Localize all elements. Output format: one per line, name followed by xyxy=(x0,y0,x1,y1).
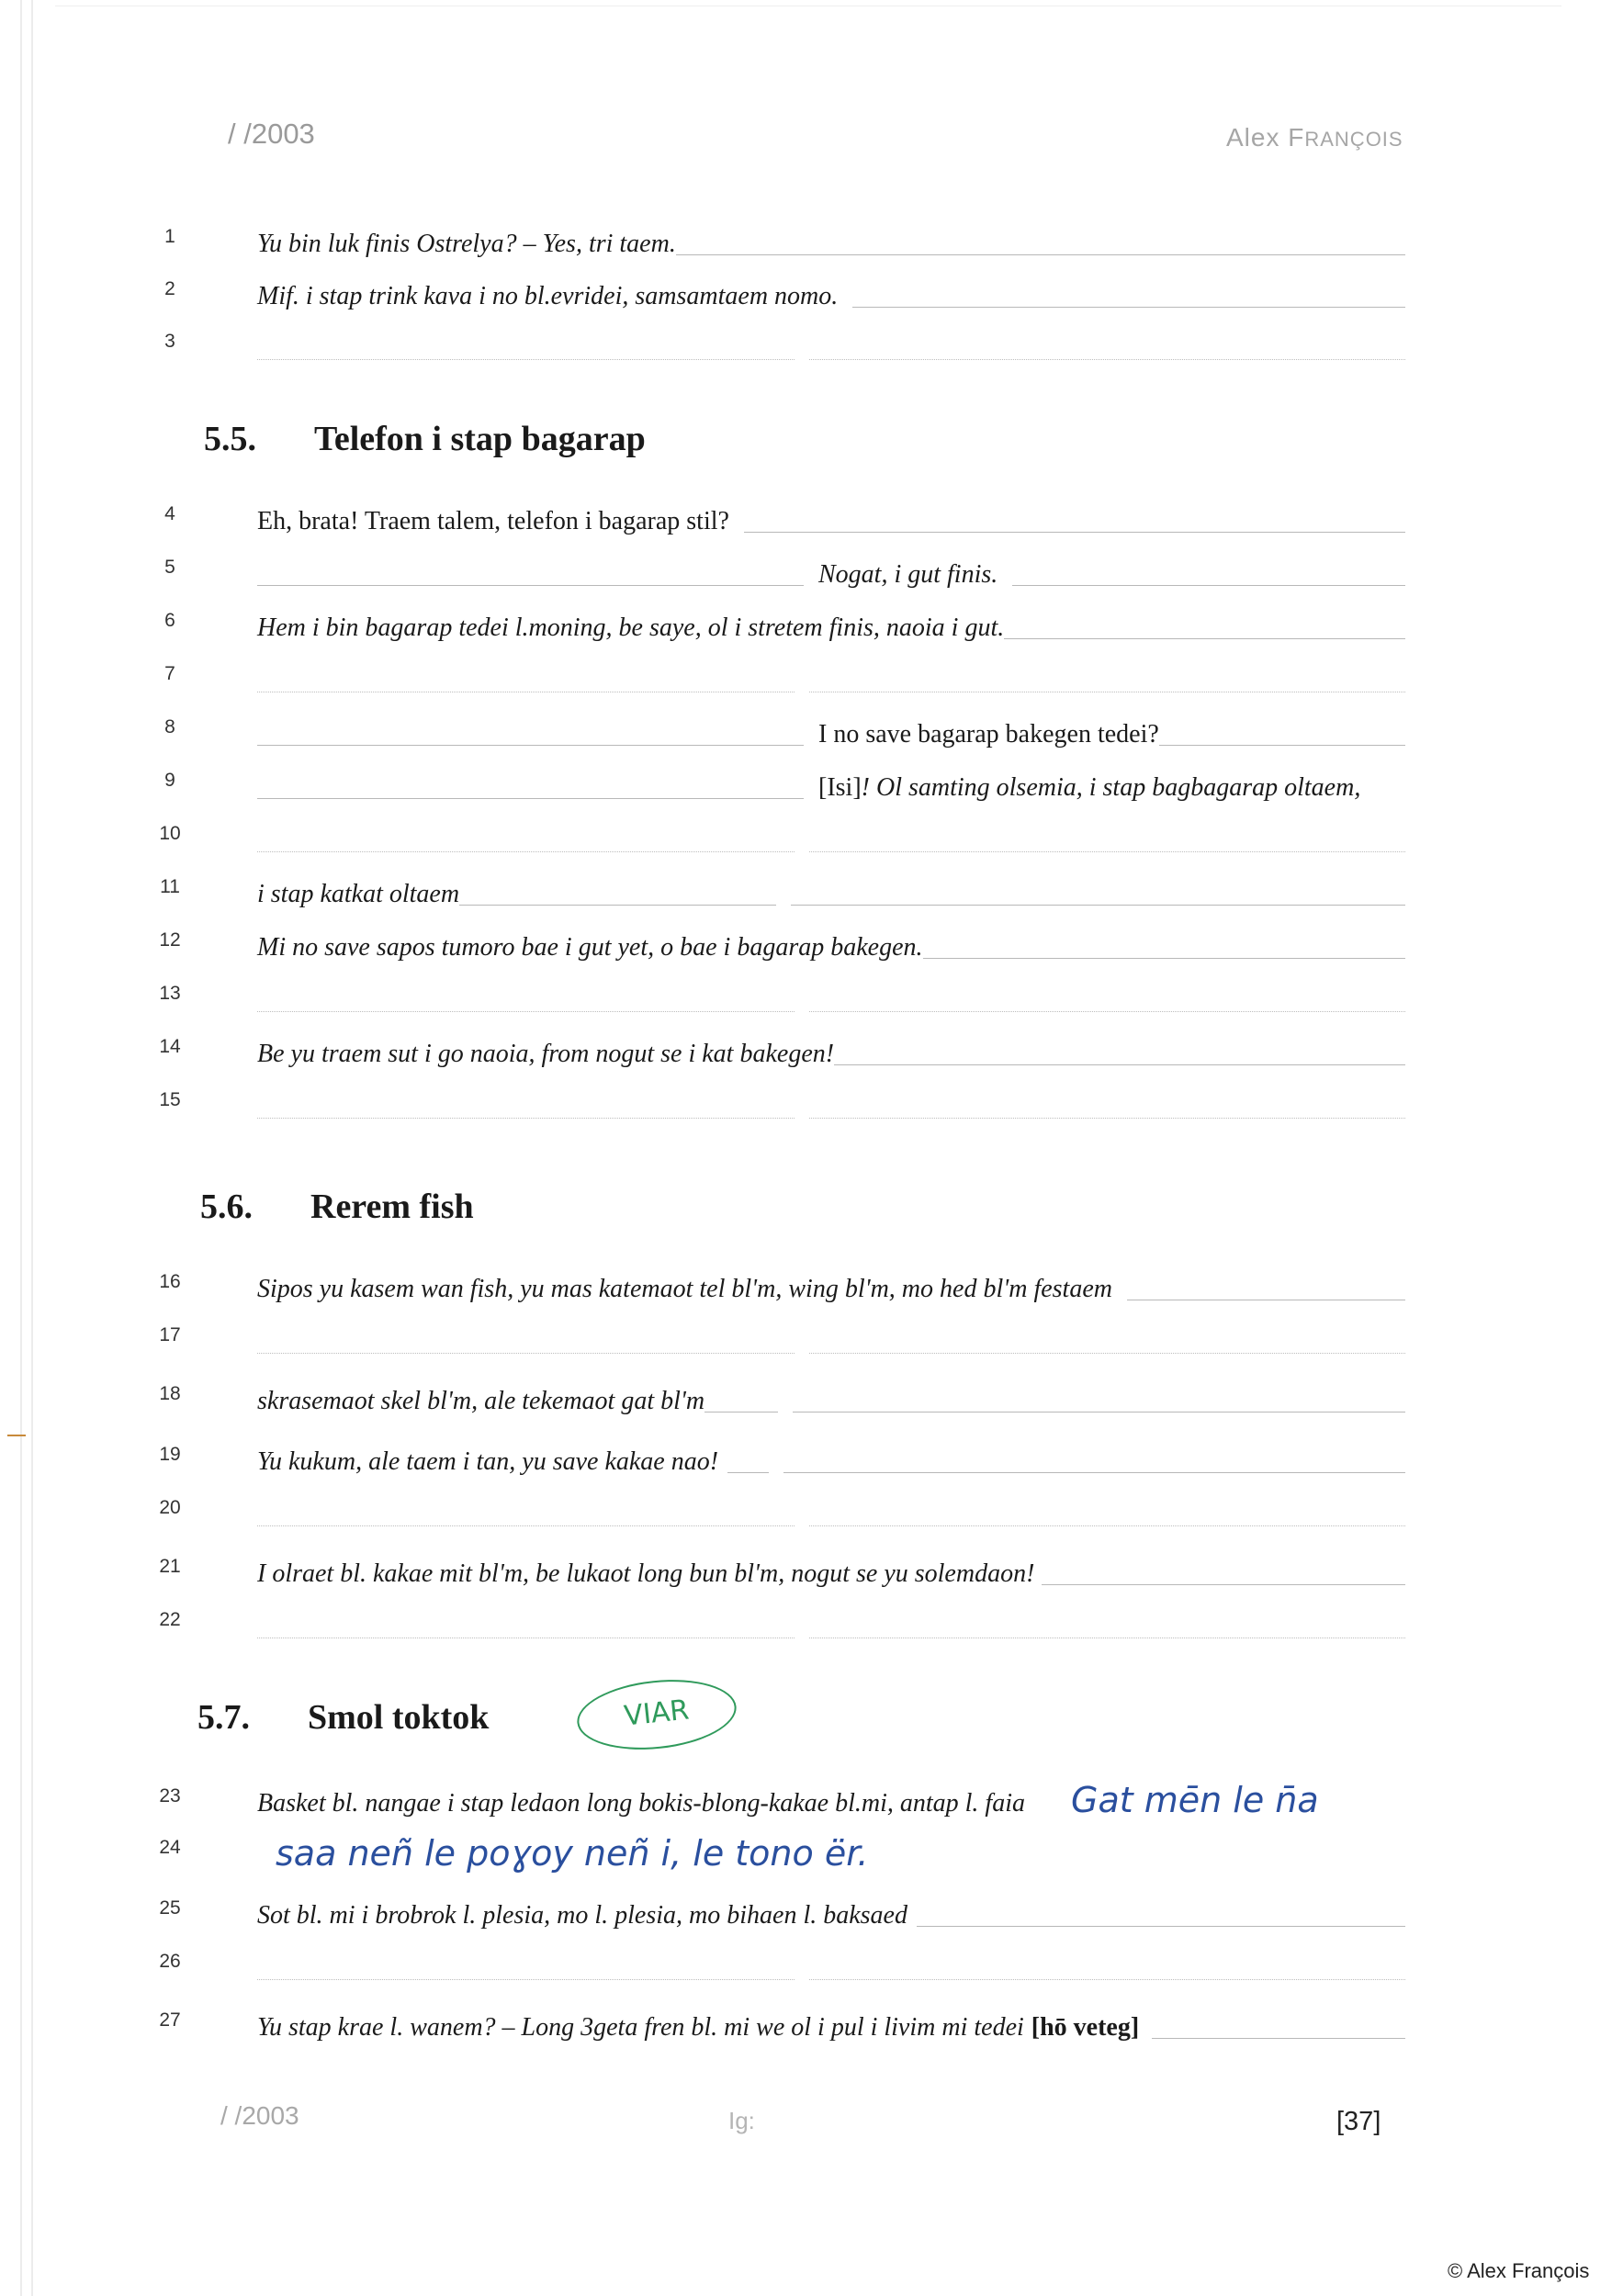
answer-line[interactable] xyxy=(459,905,776,906)
exercise-line xyxy=(138,1319,1405,1361)
exercise-line xyxy=(138,1266,1405,1308)
exercise-line xyxy=(138,220,1405,263)
exercise-line xyxy=(138,1945,1405,1987)
exercise-line xyxy=(138,273,1405,315)
exercise-line xyxy=(138,1550,1405,1593)
line-text: Basket bl. nangae i stap ledaon long bokis-blong-kakae bl.mi, antap l. faia xyxy=(257,1789,1025,1818)
line-number: 22 xyxy=(159,1609,181,1630)
exercise-line xyxy=(138,1378,1405,1420)
line-number: 4 xyxy=(164,503,175,524)
line-text: i stap katkat oltaem xyxy=(257,880,460,908)
line-number: 5 xyxy=(164,557,175,578)
answer-line[interactable] xyxy=(791,905,1405,906)
margin-mark xyxy=(7,1435,26,1436)
line-text: Be yu traem sut i go naoia, from nogut se i kat bakegen! xyxy=(257,1040,835,1068)
answer-line[interactable] xyxy=(1152,2038,1405,2039)
line-number: 21 xyxy=(159,1556,181,1577)
line-number: 16 xyxy=(159,1271,181,1292)
answer-line[interactable] xyxy=(1012,585,1405,586)
answer-line[interactable] xyxy=(257,1979,795,1980)
exercise-line xyxy=(138,1604,1405,1646)
answer-line[interactable] xyxy=(809,1011,1405,1012)
handwritten-answer: Gat mēn le n̄a xyxy=(1071,1780,1319,1820)
answer-line[interactable] xyxy=(257,1011,795,1012)
line-number: 20 xyxy=(159,1497,181,1518)
line-number: 27 xyxy=(159,2009,181,2031)
answer-line[interactable] xyxy=(257,745,804,746)
line-text: Eh, brata! Traem talem, telefon i bagarap stil? xyxy=(257,507,729,535)
exercise-line xyxy=(138,1491,1405,1534)
line-number: 10 xyxy=(159,823,181,844)
handwritten-stamp: VIAR xyxy=(574,1672,740,1757)
section-heading: 5.6. Rerem fish xyxy=(200,1187,474,1226)
line-text: Hem i bin bagarap tedei l.moning, be saye, ol i stretem finis, naoia i gut. xyxy=(257,613,1005,642)
exercise-line xyxy=(138,325,1405,367)
exercise-line xyxy=(138,871,1405,913)
section-heading: 5.5. Telefon i stap bagarap xyxy=(204,420,646,458)
answer-line[interactable] xyxy=(809,851,1405,852)
line-text: Sot bl. mi i brobrok l. plesia, mo l. plesia, mo bihaen l. baksaed xyxy=(257,1901,907,1930)
scan-edge-line xyxy=(31,0,33,2296)
exercise-line xyxy=(138,764,1405,806)
answer-line[interactable] xyxy=(834,1064,1405,1065)
line-text: I no save bagarap bakegen tedei? xyxy=(818,720,1159,748)
answer-line[interactable] xyxy=(1004,638,1405,639)
footer-ig: Ig: xyxy=(728,2107,755,2134)
exercise-line xyxy=(138,2004,1405,2046)
line-number: 6 xyxy=(164,610,175,631)
line-number: 3 xyxy=(164,331,175,352)
exercise-line xyxy=(138,1892,1405,1934)
line-text: ! Ol samting olsemia, i stap bagbagarap oltaem, xyxy=(861,773,1361,802)
line-text: Mif. i stap trink kava i no bl.evridei, samsamtaem nomo. xyxy=(257,282,839,310)
header-date: / /2003 xyxy=(228,118,315,150)
answer-line[interactable] xyxy=(257,1118,795,1119)
line-text: Mi no save sapos tumoro bae i gut yet, o bae i bagarap bakegen. xyxy=(257,933,923,962)
line-number: 25 xyxy=(159,1897,181,1919)
header-author: Alex FRANÇOIS xyxy=(1226,123,1403,152)
bold-term: [hō veteg] xyxy=(1031,2013,1140,2042)
line-number: 11 xyxy=(160,876,180,897)
answer-line[interactable] xyxy=(809,1979,1405,1980)
line-text: I olraet bl. kakae mit bl'm, be lukaot long bun bl'm, nogut se yu solemdaon! xyxy=(257,1559,1035,1588)
line-number: 13 xyxy=(159,983,181,1004)
answer-line[interactable] xyxy=(1042,1584,1405,1585)
answer-line[interactable] xyxy=(257,1353,795,1354)
exercise-line xyxy=(138,817,1405,860)
line-number: 23 xyxy=(159,1785,181,1806)
line-text: skrasemaot skel bl'm, ale tekemaot gat bl'm xyxy=(257,1387,705,1415)
line-text: Yu bin luk finis Ostrelya? – Yes, tri taem. xyxy=(257,230,676,258)
exercise-line xyxy=(138,1831,1405,1874)
exercise-line xyxy=(138,1084,1405,1126)
line-text: Nogat, i gut finis. xyxy=(818,560,998,589)
answer-line[interactable] xyxy=(852,307,1405,308)
line-number: 14 xyxy=(159,1036,181,1057)
copyright: © Alex François xyxy=(1448,2259,1590,2282)
footer-date: / /2003 xyxy=(220,2101,299,2130)
exercise-line xyxy=(138,1438,1405,1480)
answer-line[interactable] xyxy=(257,851,795,852)
handwritten-answer: saa neñ le poɣoy neñ i, le tono ër. xyxy=(276,1833,869,1874)
answer-line[interactable] xyxy=(809,1525,1405,1526)
answer-line[interactable] xyxy=(257,359,795,360)
exercise-line xyxy=(138,1780,1405,1822)
line-number: 7 xyxy=(164,663,175,684)
exercise-line xyxy=(138,1030,1405,1073)
answer-line[interactable] xyxy=(923,958,1405,959)
line-number: 9 xyxy=(164,770,175,791)
line-text: Sipos yu kasem wan fish, yu mas katemaot tel bl'm, wing bl'm, mo hed bl'm festaem xyxy=(257,1275,1112,1303)
answer-line[interactable] xyxy=(917,1926,1405,1927)
answer-line[interactable] xyxy=(257,1525,795,1526)
exercise-line xyxy=(138,551,1405,593)
line-number: 19 xyxy=(159,1444,181,1465)
line-number: 15 xyxy=(159,1089,181,1110)
line-text: Yu stap krae l. wanem? – Long 3geta fren bl. mi we ol i pul i livim mi tedei xyxy=(257,2013,1024,2042)
bracket-text: [Isi] xyxy=(818,773,862,802)
line-number: 8 xyxy=(164,716,175,737)
exercise-line xyxy=(138,977,1405,1019)
line-text: Yu kukum, ale taem i tan, yu save kakae nao! xyxy=(257,1447,719,1476)
line-number: 12 xyxy=(159,929,181,951)
exercise-line xyxy=(138,711,1405,753)
page-number: [37] xyxy=(1336,2107,1381,2136)
exercise-line xyxy=(138,658,1405,700)
answer-line[interactable] xyxy=(809,1118,1405,1119)
answer-line[interactable] xyxy=(744,532,1405,533)
section-heading: 5.7. Smol toktok xyxy=(197,1698,490,1737)
answer-line[interactable] xyxy=(809,359,1405,360)
line-number: 18 xyxy=(159,1383,181,1404)
line-number: 26 xyxy=(159,1951,181,1972)
scan-edge-line xyxy=(20,0,22,2296)
answer-line[interactable] xyxy=(727,1472,769,1473)
line-number: 17 xyxy=(159,1324,181,1345)
answer-line[interactable] xyxy=(1159,745,1405,746)
exercise-line xyxy=(138,604,1405,647)
line-number: 2 xyxy=(164,278,175,299)
answer-line[interactable] xyxy=(257,798,804,799)
answer-line[interactable] xyxy=(783,1472,1405,1473)
line-number: 24 xyxy=(159,1837,181,1858)
answer-line[interactable] xyxy=(257,585,804,586)
exercise-line xyxy=(138,498,1405,540)
answer-line[interactable] xyxy=(676,254,1405,255)
line-number: 1 xyxy=(164,226,175,247)
exercise-line xyxy=(138,924,1405,966)
answer-line[interactable] xyxy=(809,1353,1405,1354)
